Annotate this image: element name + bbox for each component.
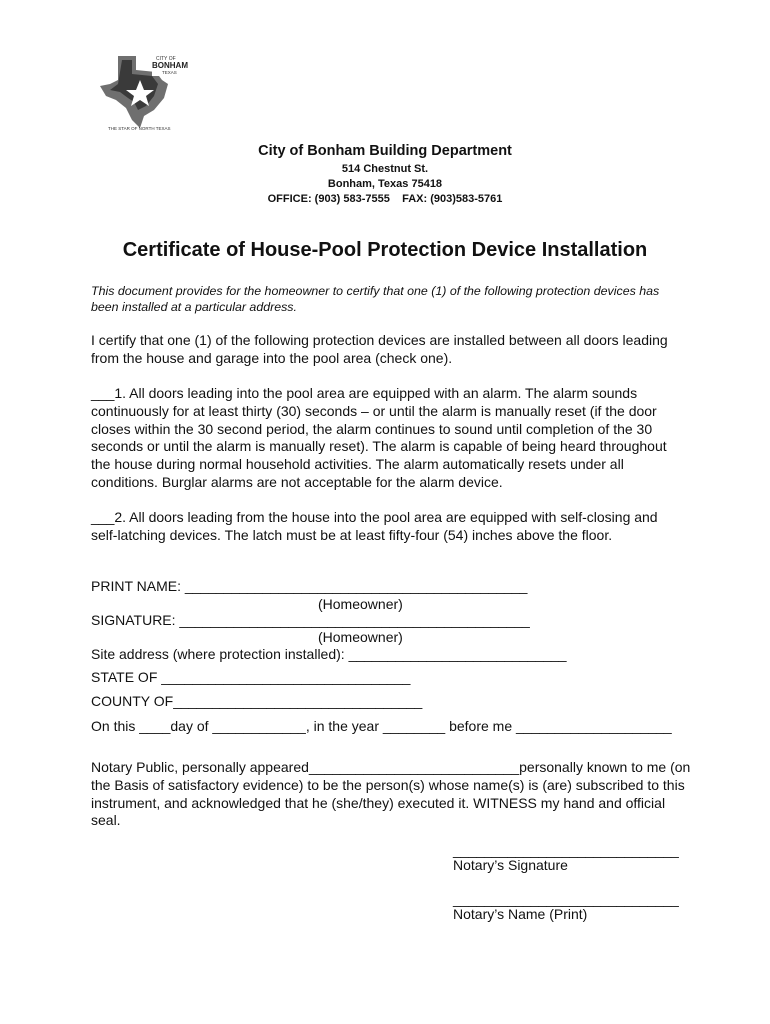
department-contact: OFFICE: (903) 583-7555 FAX: (903)583-5761 — [267, 193, 503, 205]
state-field[interactable]: STATE OF ________________________________ — [91, 669, 411, 685]
notary-name-label: Notary’s Name (Print) — [453, 906, 588, 922]
page-title: Certificate of House-Pool Protection Device Installation — [122, 239, 648, 261]
notary-signature-label: Notary’s Signature — [453, 857, 568, 873]
department-street: 514 Chestnut St. — [341, 163, 429, 175]
print-name-field[interactable]: PRINT NAME: ____________________________________________ — [91, 578, 528, 594]
city-logo — [96, 50, 196, 134]
notary-text: Notary Public, personally appeared___________________________personally known to me (on the Basis of satisfactory evidence) to be the person(s) whose name(s) is (are) subscribed to this instrument, and acknowledged that he (she/they) executed it. WITNESS my hand and official seal. — [91, 759, 691, 829]
logo-texas: TEXAS — [162, 70, 177, 75]
option-1-text: ___1. All doors leading into the pool area are equipped with an alarm. The alarm sounds continuously for at least thirty (30) seconds – or until the alarm is manually reset (if the door closes within the 30 second period, the alarm continues to sound until completion of the 30 seconds or until the alarm is manually reset). The alarm is capable of being heard throughout the house during normal household activities. The alarm automatically resets under all conditions. Burglar alarms are not acceptable for the alarm device. — [91, 385, 667, 490]
signature-field[interactable]: SIGNATURE: _____________________________________________ — [91, 612, 530, 628]
department-name: City of Bonham Building Department — [258, 143, 512, 159]
logo-bonham: BONHAM — [152, 61, 188, 70]
certify-text: I certify that one (1) of the following protection devices are installed between all doors leading from the house and garage into the pool area (check one). — [91, 332, 668, 366]
department-city: Bonham, Texas 75418 — [327, 178, 443, 190]
notary-name-line[interactable]: _____________________________ — [453, 891, 679, 907]
intro-text: This document provides for the homeowner to certify that one (1) of the following protection devices has been installed at a particular address. — [91, 284, 660, 314]
option-2-text: ___2. All doors leading from the house into the pool area are equipped with self-closing and self-latching devices. The latch must be at least fifty-four (54) inches above the floor. — [91, 509, 658, 543]
logo-tagline: THE STAR OF NORTH TEXAS — [108, 126, 171, 131]
notary-signature-line[interactable]: _____________________________ — [453, 842, 679, 858]
site-address-field[interactable]: Site address (where protection installed): ____________________________ — [91, 646, 567, 662]
county-field[interactable]: COUNTY OF________________________________ — [91, 693, 423, 709]
homeowner-label-2: (Homeowner) — [318, 629, 403, 645]
homeowner-label-1: (Homeowner) — [318, 596, 403, 612]
logo-city-of: CITY OF — [156, 56, 176, 62]
date-field[interactable]: On this ____day of ____________, in the year ________ before me ____________________ — [91, 718, 672, 734]
